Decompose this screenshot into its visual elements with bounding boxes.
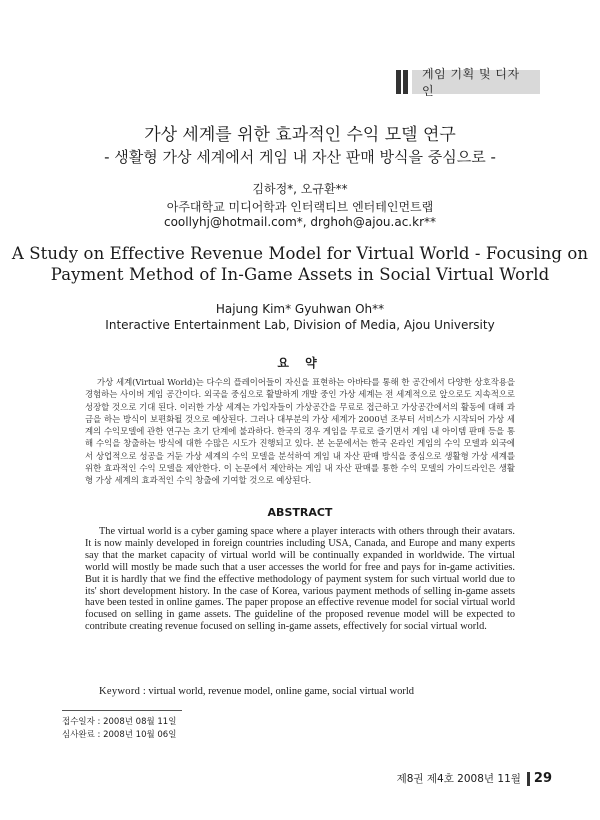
english-title-line: A Study on Effective Revenue Model for Virtual World - Focusing on: [11, 244, 589, 263]
english-abstract-text: The virtual world is a cyber gaming space where a player interacts with others through their avatars. It is now mainly developed in foreign countries including USA, Canada, and Europe and many experts say that the market capacity of virtual world will be continually expanded in worldwide. The virtual world will mostly be made such that a user accesses the world for free and pays for in-game activities. But it is hardly that we find the effective methodology of payment system for such virtual world due to its' short development history. In the case of Korea, various payment methods of selling in-game assets have been tested in online games. The paper propose an effective revenue model for social virtual world focused on selling in game assets. The guideline of the proposed revenue model will be expected to contribute creating revenue focused on selling in-game assets, effectively for social virtual world.: [85, 526, 515, 633]
keyword-label: Keyword: [99, 686, 141, 697]
english-authors: Hajung Kim* Gyuhwan Oh**: [215, 302, 385, 316]
section-tag-bar: [403, 70, 408, 94]
korean-abstract-heading: 요 약: [277, 356, 323, 370]
footnote-divider: [62, 710, 182, 711]
keywords: [99, 686, 414, 697]
section-tag-bars: [396, 70, 408, 94]
english-abstract-heading: ABSTRACT: [267, 506, 333, 519]
korean-subtitle: - 생활형 가상 세계에서 게임 내 자산 판매 방식을 중심으로 -: [104, 148, 496, 166]
journal-volume: 제8권 제4호 2008년 11월: [396, 773, 521, 785]
footer-separator: [527, 772, 530, 786]
keyword-separator: :: [140, 686, 149, 697]
section-tag-bar: [396, 70, 401, 94]
page-footer: [397, 771, 552, 786]
page-number: 29: [533, 771, 552, 786]
reviewed-date: 심사완료 : 2008년 10월 06일: [62, 730, 177, 740]
author-emails: coollyhj@hotmail.com*, drghoh@ajou.ac.kr**: [163, 215, 437, 229]
english-title-line: Payment Method of In-Game Assets in Social Virtual World: [50, 265, 550, 284]
korean-title: 가상 세계를 위한 효과적인 수익 모델 연구: [144, 125, 456, 145]
section-tag: [396, 67, 540, 98]
section-tag-label: 게임 기획 및 디자인: [412, 70, 540, 94]
korean-abstract-text: 가상 세계(Virtual World)는 다수의 플레이어들이 자신을 표현하는 아바타를 통해 한 공간에서 다양한 상호작용을 경험하는 사이버 게임 공간이다. 외국을 중심으로 활발하게 개발 중인 가상 세계는 전 세계적으로 앞으로도 지속적으로 성장할 것으로 기대 된다. 이러한 가상 세계는 가입자들이 가상공간을 무료로 접근하고 가상공간에서의 활동에 대해 과금을 하는 방식이 보편화될 것으로 예상된다. 그러나 대부분의 가상 세계가 2000년 조부터 서비스가 시작되어 가상 세계의 수익모델에 관한 연구는 초기 단계에 불과하다. 한국의 경우 게임을 무료로 즐기면서 게임 내 아이템 판매 등을 통해 수익을 창출하는 방식에 대한 수많은 시도가 진행되고 있다. 본 논문에서는 한국 온라인 게임의 수익 모델과 외국에서 상업적으로 성공을 거둔 가상 세계의 수익 모델을 분석하여 게임 내 자산 판매 방식을 중심으로 생활형 가상 세계를 위한 효과적인 수익 모델을 제안한다. 이 논문에서 제안하는 게임 내 자산 판매를 통한 수익 모델의 가이드라인은 생활형 가상 세계의 효과적인 수익 창출에 기여할 것으로 예상된다.: [85, 377, 515, 486]
korean-affiliation: 아주대학교 미디어학과 인터랙티브 엔터테인먼트랩: [166, 200, 434, 214]
korean-authors: 김하정*, 오규환**: [252, 182, 348, 196]
received-date: 접수일자 : 2008년 08월 11일: [62, 717, 177, 727]
submission-dates: [62, 716, 176, 742]
english-affiliation: Interactive Entertainment Lab, Division of Media, Ajou University: [105, 318, 495, 332]
english-title: [0, 243, 600, 285]
keyword-values: virtual world, revenue model, online game, social virtual world: [148, 686, 414, 697]
